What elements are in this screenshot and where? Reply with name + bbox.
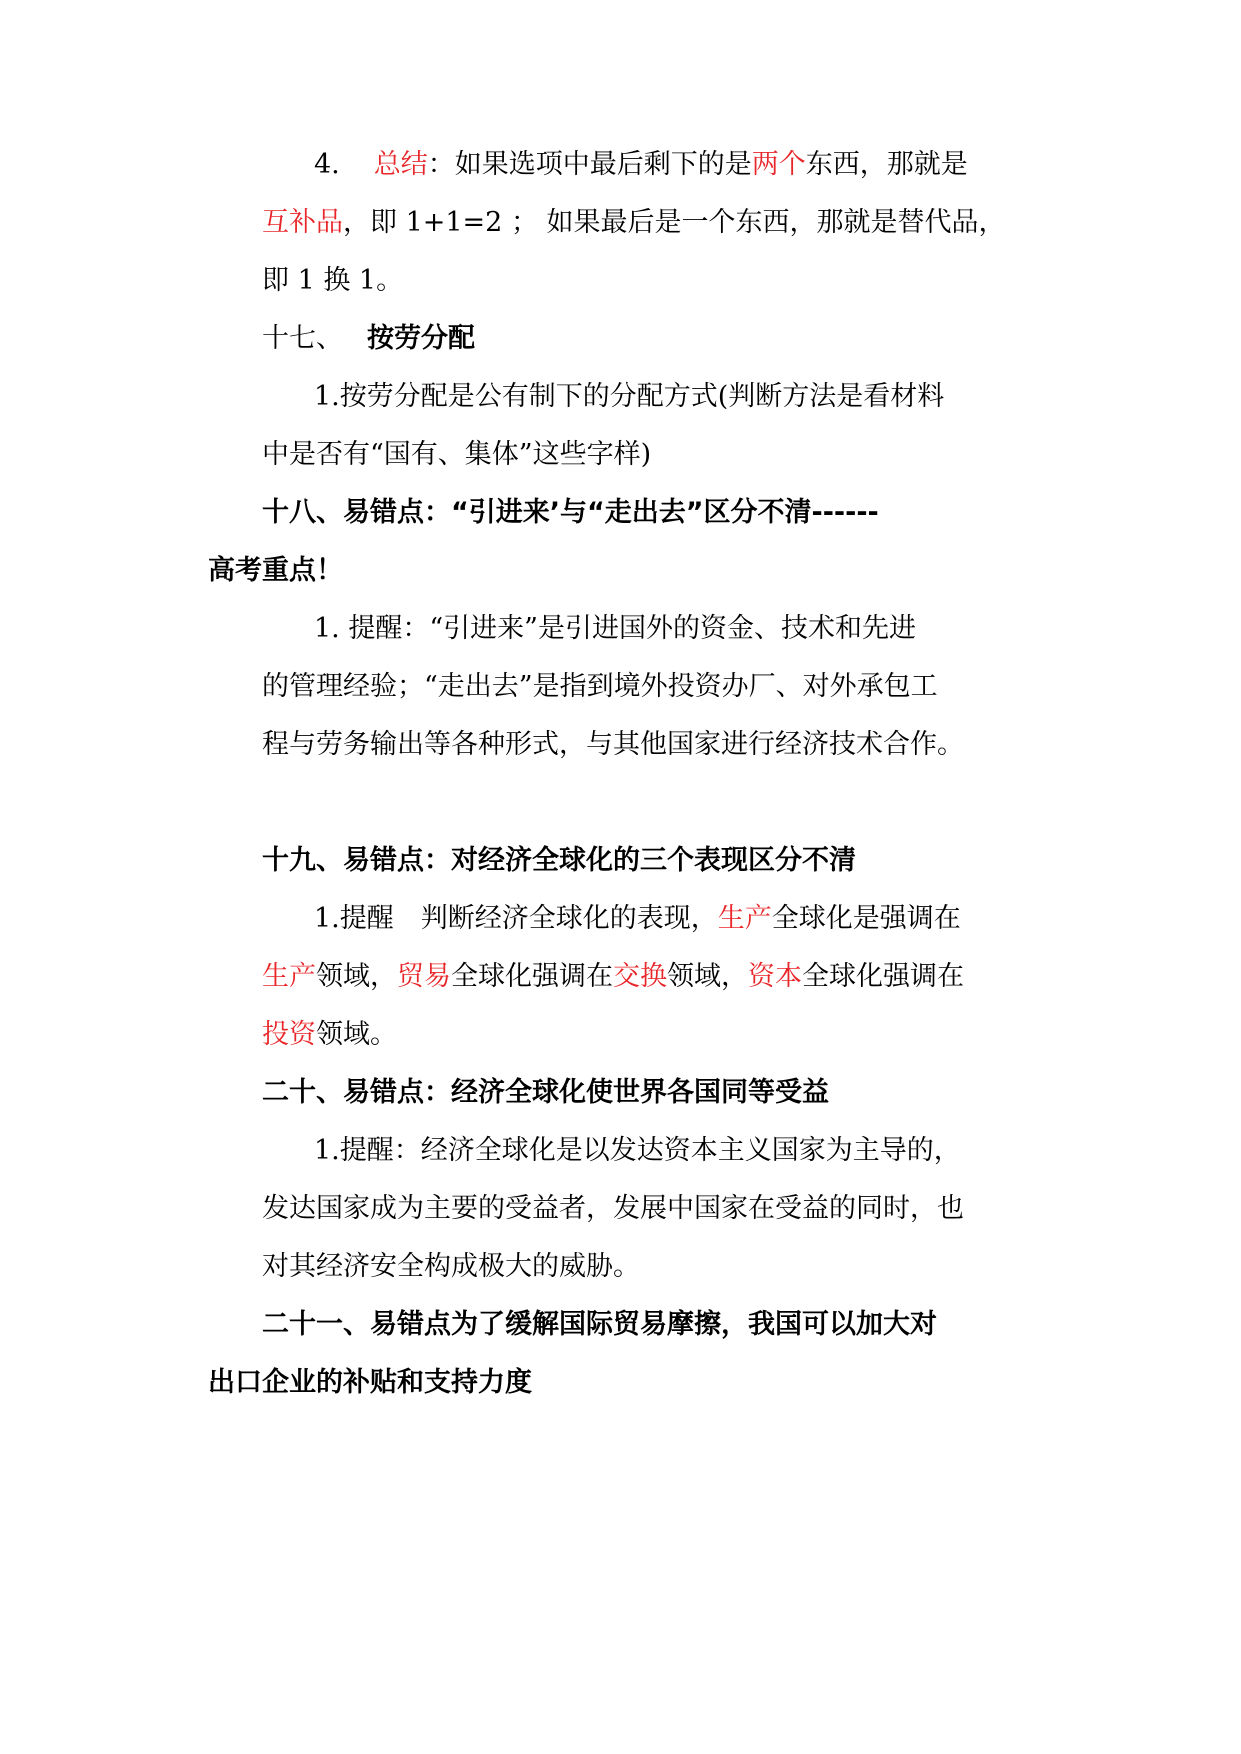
para-20-line-1: 1.提醒：经济全球化是以发达资本主义国家为主导的， bbox=[314, 1135, 961, 1166]
heading-18-line-2: 高考重点！ bbox=[208, 555, 343, 586]
highlight-trade: 贸易 bbox=[397, 961, 451, 992]
highlight-production: 生产 bbox=[717, 903, 772, 934]
heading-18-line-1: 十八、易错点：“引进来’与“走出去”区分不清------ bbox=[262, 497, 879, 528]
para-20-line-3: 对其经济安全构成极大的威胁。 bbox=[262, 1251, 640, 1282]
highlight-complement: 互补品 bbox=[262, 207, 343, 238]
highlight-summary: 总结 bbox=[373, 149, 428, 180]
heading-17-number: 十七、 bbox=[262, 323, 343, 354]
heading-17-title: 按劳分配 bbox=[367, 323, 475, 354]
para-19-line-2: 生产领域，贸易全球化强调在交换领域，资本全球化强调在 bbox=[262, 961, 964, 992]
para-17-line-1: 1.按劳分配是公有制下的分配方式(判断方法是看材料 bbox=[314, 381, 945, 412]
highlight-production-2: 生产 bbox=[262, 961, 316, 992]
para-17-line-2: 中是否有“国有、集体”这些字样) bbox=[262, 439, 652, 470]
summary-line-2: 互补品，即 1+1=2 ； 如果最后是一个东西，那就是替代品， bbox=[262, 207, 1006, 238]
highlight-capital: 资本 bbox=[748, 961, 802, 992]
highlight-exchange: 交换 bbox=[613, 961, 667, 992]
heading-20: 二十、易错点：经济全球化使世界各国同等受益 bbox=[262, 1077, 829, 1108]
para-20-line-2: 发达国家成为主要的受益者，发展中国家在受益的同时，也 bbox=[262, 1193, 964, 1224]
para-19-line-1: 1.提醒 判断经济全球化的表现，生产全球化是强调在 bbox=[314, 903, 961, 934]
summary-line-3: 即 1 换 1。 bbox=[262, 265, 404, 296]
summary-line-1: 4. 总结：如果选项中最后剩下的是两个东西，那就是 bbox=[314, 149, 968, 180]
heading-17 bbox=[262, 322, 475, 356]
item-number: 4. bbox=[314, 149, 340, 180]
para-19-line-3: 投资领域。 bbox=[262, 1019, 397, 1050]
highlight-investment: 投资 bbox=[262, 1019, 316, 1050]
para-18-line-2: 的管理经验；“走出去”是指到境外投资办厂、对外承包工 bbox=[262, 671, 938, 702]
heading-21-line-2: 出口企业的补贴和支持力度 bbox=[208, 1367, 532, 1398]
heading-21-line-1: 二十一、易错点为了缓解国际贸易摩擦，我国可以加大对 bbox=[262, 1309, 937, 1340]
para-18-line-3: 程与劳务输出等各种形式，与其他国家进行经济技术合作。 bbox=[262, 729, 964, 760]
para-18-line-1: 1. 提醒：“引进来”是引进国外的资金、技术和先进 bbox=[314, 613, 916, 644]
highlight-two-items: 两个 bbox=[751, 149, 806, 180]
heading-19: 十九、易错点：对经济全球化的三个表现区分不清 bbox=[262, 845, 856, 876]
